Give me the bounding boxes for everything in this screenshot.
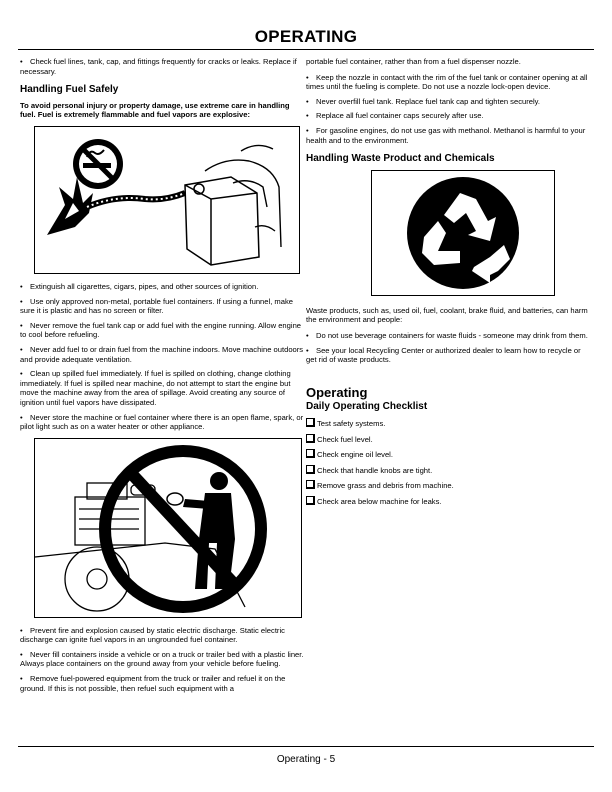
checkbox-icon [306,480,315,489]
list-item: • Remove fuel-powered equipment from the truck or trailer and refuel it on the ground. If this is not possible, then refuel such equipment with a [20,674,286,693]
static-discharge-illustration [34,438,302,618]
list-item: • Do not use beverage containers for waste fluids - someone may drink from them. [306,330,588,340]
checkbox-icon [306,434,315,443]
daily-checklist [306,418,590,507]
list-item: • Never remove the fuel tank cap or add fuel with the engine running. Allow engine to cool before refueling. [20,320,302,340]
continued-text: portable fuel container, rather than from a fuel dispenser nozzle. [306,57,521,66]
list-item: • Keep the nozzle in contact with the rim of the fuel tank or container opening at all times until the fueling is complete. Do not use a nozzle lock-open device. [306,72,588,92]
fuel-can-icon [185,177,259,265]
no-smoking-icon [73,139,123,189]
fuel-hose [87,193,185,207]
recycle-illustration [371,170,555,296]
checklist-item: Check fuel level. [306,434,590,445]
refueling-illustration [34,126,300,274]
list-item: • Prevent fire and explosion caused by static electric discharge. Static electric discharge can ignite fuel vapors in an ungrounded fuel container. [20,625,285,645]
list-item: • Never store the machine or fuel container where there is an open flame, spark, or pilot light such as on a water heater or other appliance. [20,412,304,432]
checkbox-icon [306,465,315,474]
checkbox-icon [306,496,315,505]
checkbox-icon [306,449,315,458]
footer-rule [18,746,594,747]
list-item: • Use only approved non-metal, portable fuel containers. If using a funnel, make sure it is plastic and has no screen or filter. [20,296,293,316]
checklist-item: Check that handle knobs are tight. [306,465,590,476]
checklist-item: Check area below machine for leaks. [306,496,590,507]
header-rule [18,49,594,50]
list-item: • Extinguish all cigarettes, cigars, pipes, and other sources of ignition. [20,281,259,291]
list-item: • Check fuel lines, tank, cap, and fittings frequently for cracks or leaks. Replace if necessary. [20,57,297,76]
left-column [20,57,304,698]
list-item: • For gasoline engines, do not use gas with methanol. Methanol is harmful to your health and to the environment. [306,125,586,145]
fuel-warning: To avoid personal injury or property damage, use extreme care in handling fuel. Fuel is extremely flammable and fuel vapors are explosive: [20,100,290,120]
list-item: • Replace all fuel container caps securely after use. [306,111,484,121]
fuel-safety-heading: Handling Fuel Safely [20,84,119,96]
static-bullet-list [20,626,304,694]
list-item: • Clean up spilled fuel immediately. If fuel is spilled on clothing, change clothing immediately. If fuel is spilled near machine, do not attempt to start the engine but move the machine away from the area of spillage. Avoid creating any source of ignition until fuel vapors have dissipated. [20,369,291,407]
list-item: • Never fill containers inside a vehicle or on a truck or trailer bed with a plastic liner. Always place containers on the ground away from your vehicle before fueling. [20,649,304,669]
checklist-item: Test safety systems. [306,418,590,429]
checklist-item: Check engine oil level. [306,449,590,460]
right-column [306,57,590,511]
waste-heading: Handling Waste Product and Chemicals [306,153,495,165]
page-footer: Operating - 5 [276,754,336,765]
checklist-heading: Daily Operating Checklist [306,401,428,413]
page-header-title: OPERATING [254,27,358,46]
list-item: • Never add fuel to or drain fuel from the machine indoors. Move machine outdoors and provide adequate ventilation. [20,344,304,364]
list-item: • Never overfill fuel tank. Replace fuel tank cap and tighten securely. [306,96,540,106]
checklist-item: Remove grass and debris from machine. [306,480,590,491]
list-item: • See your local Recycling Center or authorized dealer to learn how to recycle or get rid of waste products. [306,345,581,365]
operating-heading: Operating [306,384,368,400]
fuel-bullet-list [20,282,304,432]
checkbox-icon [306,418,315,427]
waste-intro: Waste products, such as, used oil, fuel, coolant, brake fluid, and batteries, can harm the environment and people: [306,305,588,325]
recycle-icon [407,177,519,289]
